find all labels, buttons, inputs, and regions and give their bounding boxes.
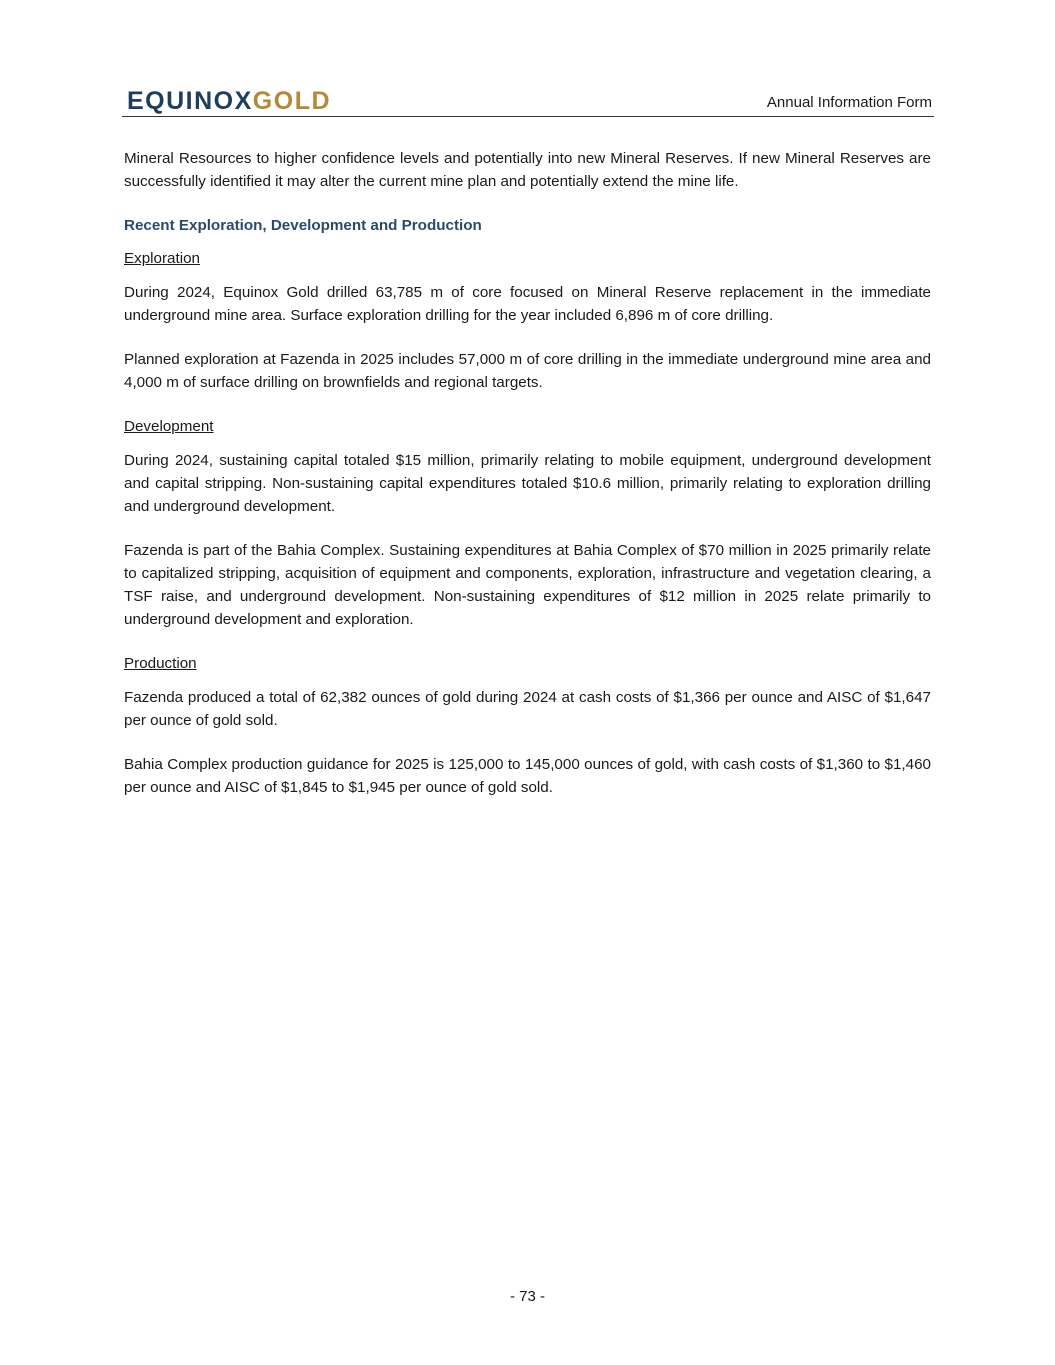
logo-text-gold: GOLD (252, 87, 332, 115)
section-heading: Recent Exploration, Development and Production (124, 217, 482, 234)
page-header (122, 86, 934, 117)
exploration-heading: Exploration (124, 250, 200, 267)
production-paragraph-2: Bahia Complex production guidance for 2025 is 125,000 to 145,000 ounces of gold, with cash costs of $1,360 to $1,460 per ounce and AISC of $1,845 to $1,945 per ounce of gold sold. (124, 756, 931, 796)
production-heading: Production (124, 655, 197, 672)
exploration-paragraph-2: Planned exploration at Fazenda in 2025 includes 57,000 m of core drilling in the immediate underground mine area and 4,000 m of surface drilling on brownfields and regional targets. (124, 351, 931, 391)
page-number: - 73 - (509, 1288, 545, 1305)
equinox-gold-logo (127, 86, 331, 116)
production-paragraph-1: Fazenda produced a total of 62,382 ounces of gold during 2024 at cash costs of $1,366 per ounce and AISC of $1,647 per ounce of gold sold. (124, 689, 931, 729)
document-title: Annual Information Form (766, 94, 932, 111)
development-paragraph-1: During 2024, sustaining capital totaled $15 million, primarily relating to mobile equipment, underground development and capital stripping. Non-sustaining capital expenditures totaled $10.6 million, primarily relating to exploration drilling and underground development. (124, 452, 931, 515)
intro-paragraph: Mineral Resources to higher confidence levels and potentially into new Mineral Reserves. If new Mineral Reserves are successfully identified it may alter the current mine plan and potentially extend the mine life. (124, 150, 931, 190)
development-heading: Development (124, 418, 214, 435)
page-content (124, 147, 931, 820)
development-paragraph-2: Fazenda is part of the Bahia Complex. Sustaining expenditures at Bahia Complex of $70 million in 2025 primarily relate to capitalized stripping, acquisition of equipment and components, exploration, infrastructure and vegetation clearing, a TSF raise, and underground development. Non-sustaining expenditures of $12 million in 2025 relate primarily to underground development and exploration. (124, 542, 931, 628)
logo-text-equinox: EQUINOX (127, 87, 253, 115)
exploration-paragraph-1: During 2024, Equinox Gold drilled 63,785 m of core focused on Mineral Reserve replacement in the immediate underground mine area. Surface exploration drilling for the year included 6,896 m of core drilling. (124, 284, 931, 324)
